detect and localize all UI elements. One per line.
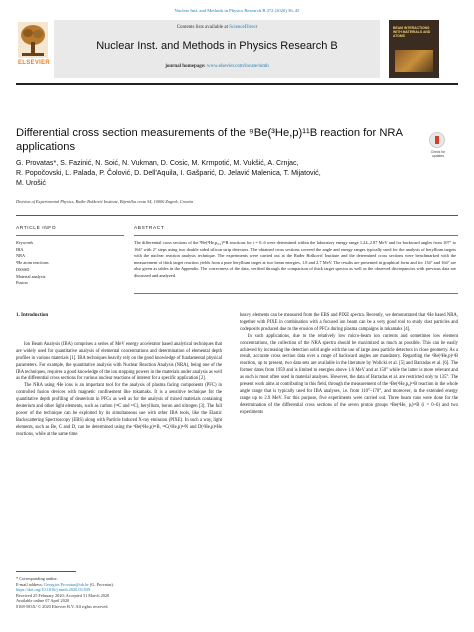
email-suffix: (G. Provatas).	[88, 581, 114, 587]
doi-link[interactable]: https://doi.org/10.1016/j.nimb.2020.03.039	[16, 587, 91, 593]
abstract-caption: ABSTRACT	[134, 226, 165, 231]
keyword-item: NRA	[16, 253, 26, 259]
sciencedirect-link[interactable]: ScienceDirect	[229, 25, 258, 30]
paragraph: Ion Beam Analysis (IBA) comprises a series of MeV energy accelerator based analytical techniques that are widely used for quantitative analysis of elemental concentrations and determination of elemental depth profiles in various materials [1]. IBA techniques heavily rely on the good knowledge of fundamental physical parameters. For example, the quantitative analysis with Nuclear Reaction Analysis (NRA), being one of the IBA techniques, requires a good knowledge of the ion stopping powers in the materials under analysis as well as the differential cross sections for various nuclear reactions of interest for a specific application [2].	[16, 341, 222, 382]
affiliation: Division of Experimental Physics, Ruđer Bošković Institute, Bijenička cesta 54, 10000 Zagreb, Croatia	[16, 199, 194, 204]
keyword-item: ³He atom reactions	[16, 260, 49, 266]
homepage-link[interactable]: www.elsevier.com/locate/nimb	[206, 64, 269, 69]
homepage-label: journal homepage:	[165, 64, 207, 69]
corresponding-author-note: * Corresponding author.	[16, 576, 58, 581]
history-line: Received 25 February 2020; Accepted 31 March 2020	[16, 592, 110, 598]
keywords-heading: Keywords	[16, 240, 34, 245]
online-line: Available online 07 April 2020	[16, 598, 70, 604]
journal-homepage	[54, 64, 380, 69]
email-label: E-mail address:	[16, 581, 44, 587]
author-list	[16, 158, 456, 188]
article-info-caption: ARTICLE INFO	[16, 226, 57, 231]
crossmark-icon	[429, 132, 445, 148]
elsevier-logo	[16, 22, 50, 74]
masthead-rule	[16, 83, 458, 85]
abstract-end-rule	[134, 293, 458, 294]
footnote-rule	[16, 571, 76, 572]
footnotes	[16, 576, 316, 610]
affiliation-rule	[16, 215, 458, 216]
paragraph: heavy elements can be measured from the EBS and PIXE spectra. Recently, we demonstrated that ³He based NRA, together with PIXE in combination with a focused ion beam can be a very good tool to study dust particles and codeposits produced due to the erosion of PFCs during plasma campaigns in tokamaks [4].	[240, 313, 458, 332]
keyword-item: IBA	[16, 246, 24, 252]
abstract-rule	[134, 235, 458, 236]
copyright-line: 0168-583X/ © 2020 Elsevier B.V. All rights reserved.	[16, 603, 109, 609]
authors-line-2: R. Popočovski, L. Palada, P. Čolović, D. Dell'Aquila, I. Gašparić, D. Jelavić Malenica, T. Mijatović,	[16, 169, 321, 177]
authors-line-3: M. Urošić	[16, 179, 46, 187]
journal-title: Nuclear Inst. and Methods in Physics Research B	[96, 40, 338, 52]
article-info-rule	[16, 235, 124, 236]
article-title: Differential cross section measurements of the ⁹Be(³He,p)¹¹B reaction for NRA applications	[16, 127, 403, 153]
keyword-item: Fusion	[16, 280, 28, 286]
authors-line-1: G. Provatas*, S. Fazinić, N. Soić, N. Vukman, D. Cosic, M. Krmpotić, M. Vukšić, A. Crnjac,	[16, 159, 299, 167]
section-heading-introduction: 1. Introduction	[16, 313, 49, 318]
body-column-left	[16, 313, 222, 439]
paragraph: The NRA using ³He ions is an important tool for the analysis of plasma facing components (PFC) in controlled fusion devices with magnetic confinement like tokamaks. It is a sensitive technique for the quantitative depth profiling of deuterium in PFCs as well as for the analysis of mixed materials containing deuterium and other light elements, such as carbon (¹²C and ¹³C), beryllium, boron and nitrogen [3]. The full power of the technique can be exploited by its simultaneous use with other IBA tools, like the Elastic Backscattering Spectroscopy (EBS) along with Particle Induced X-ray emission (PIXE). In such a way, light elements, such as Be, C and D, can be determined using the ⁹Be(³He,p)¹¹B, ¹²C(³He,p)¹⁴N and D(³He,p)⁴He reactions, while at the same time	[16, 383, 222, 437]
elsevier-tree-icon	[18, 22, 48, 58]
keywords-block	[16, 240, 124, 287]
contents-line	[54, 25, 380, 30]
keyword-item: Material analysis	[16, 273, 46, 279]
journal-cover	[389, 20, 439, 78]
cover-text: BEAM INTERACTIONS WITH MATERIALS AND ATOMS	[393, 26, 431, 38]
crossmark-label: Check for updates	[430, 150, 446, 158]
abstract-text: The differential cross sections of the ⁹Be(³He,p₀,₁)¹¹B reactions for i = 0–6 were determined within the laboratory energy range 1.24–2.87 MeV and for backward angles from 107° to 164° with 2° steps using two double sided silicon strip detectors. The obtained cross sections covered the angle and energy ranges typically used for the analysis of beryllium targets with the nuclear reaction analysis technique. The experiments were carried out at the Ruđer Bošković Institute and the determined cross sections were benchmarked with the measurement of thick target reaction yields from a pure beryllium target at two beam energies, 1.8 and 2.7 MeV. The results are presented in graphical form and for 134° and 164° are also given as tables in the Appendix. The correctness of the data, verified through the comparison of thick target spectra as well as the observed discrepancies with previous data are discussed and analyzed.	[134, 240, 456, 278]
publisher-name: ELSEVIER	[17, 60, 51, 66]
paragraph: In such applications, due to the relatively low micro-beam ion currents and sometimes low element concentrations, the collection of the NRA spectra should be maximized as much as possible. This can be easily achieved by increasing the detection solid angle with the use of large area particle detectors in close geometry. As a result, accurate cross section data over a range of backward angles are mandatory. Regarding the ⁹Be(³He,p)¹¹B reaction, up to present, two data sets are available in the literature by Wolicki et al. [5] and Barradas et al. [6]. The former dates from 1959 and is limited to energies above 1.6 MeV and at 150° while the latter is more relevant and as such is most often used in material analyses. However, the data of Barradas et al. are restricted only to 135°. The present work aims at contributing in this field, through the measurement of the ⁹Be(³He,p₀)¹¹B reaction in the whole angle range that is typically used for IBA analyses, i.e. from 110°–170°, and moreover, in the extended energy range up to 2.9 MeV. For this purpose, five experiments were carried out. Three beam runs were done for the determination of the differential cross sections of the seven proton groups ⁹Be(³He, pᵢ)¹¹B (i = 0–6) and two experiments	[240, 333, 458, 415]
body-column-right	[240, 313, 458, 417]
cover-image	[395, 50, 433, 72]
keyword-item: DSSSD	[16, 266, 30, 272]
contents-prefix: Contents lists available at	[176, 25, 230, 30]
email-link[interactable]: Georgios.Provatas@irb.hr	[43, 581, 89, 587]
running-head: Nuclear Inst. and Methods in Physics Research B 472 (2020) 36–45	[174, 8, 300, 13]
